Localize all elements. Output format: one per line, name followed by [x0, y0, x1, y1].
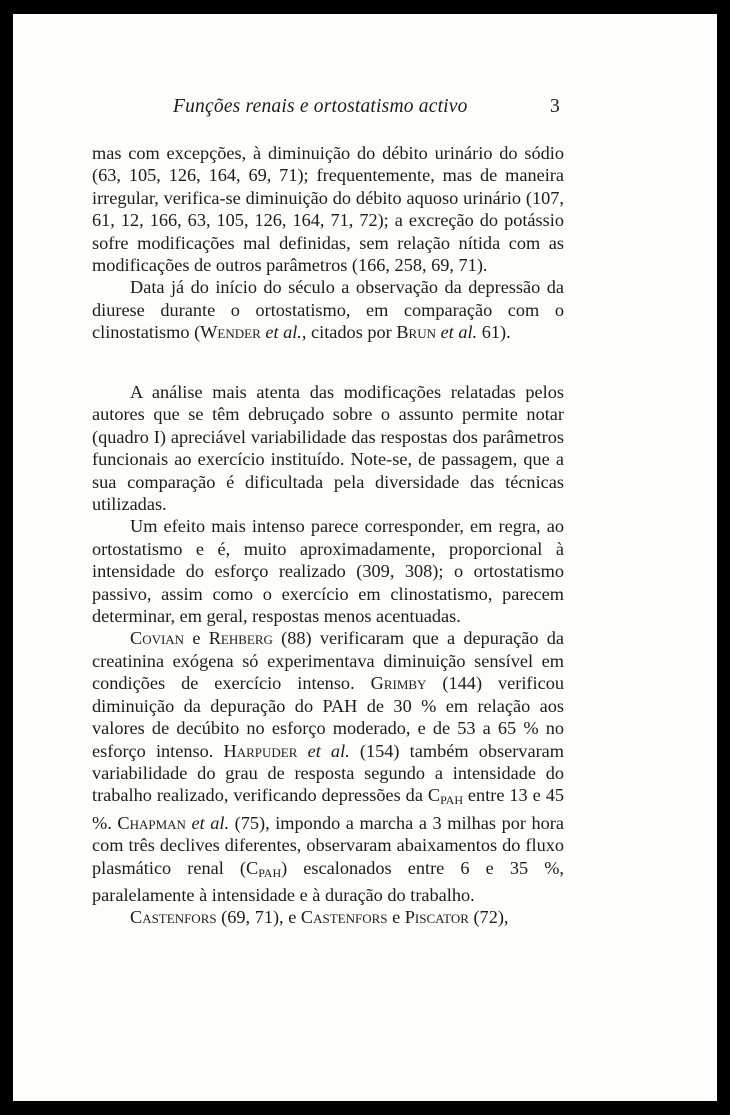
- running-title: Funções renais e ortostatismo activo: [173, 96, 468, 117]
- paragraph-4: Um efeito mais intenso parece corresponder, em regra, ao ortostatismo e é, muito aproximadamente, proporcional à intensidade do esforço realizado (309, 308); o ortostatismo passivo, assim como o exercício em clinostatismo, parecem determinar, em geral, respostas menos acentuadas.: [92, 516, 564, 627]
- paragraph-6: [92, 906, 564, 928]
- p5-text-6: (75), impondo a marcha a 3 milhas por hora com três declives diferentes, observaram abaixamentos do fluxo plasmático renal (C: [92, 812, 564, 878]
- author-grimby: Grimby: [370, 673, 427, 694]
- author-wender: Wender: [200, 322, 261, 343]
- p5-text-4: (154) também observaram variabilidade do grau de resposta segundo a intensidade do trabalho realizado, verificando depressões da C: [92, 740, 564, 806]
- author-harpuder: Harpuder: [223, 740, 298, 761]
- paragraph-5: [92, 627, 564, 906]
- p2-text-2: , citados por: [301, 322, 397, 343]
- paragraph-1: mas com excepções, à diminuição do débito urinário do sódio (63, 105, 126, 164, 69, 71); frequentemente, mas de maneira irregular, verifica-se diminuição do débito aquoso urinário (107, 61, 12, 166, 63, 105, 126, 164, 71, 72); a excreção do potássio sofre modificações mal definidas, sem relação nítida com as modificações de outros parâmetros (166, 258, 69, 71).: [92, 143, 564, 276]
- author-chapman: Chapman: [117, 812, 186, 833]
- paragraph-3: A análise mais atenta das modificações relatadas pelos autores que se têm debruçado sobre o assunto permite notar (quadro I) apreciável variabilidade das respostas dos parâmetros funcionais ao exercício instituído. Note-se, de passagem, que a sua comparação é dificultada pela diversidade das técnicas utilizadas.: [92, 382, 564, 515]
- book-page: [13, 14, 717, 1101]
- p5-text-5: entre 13 e 45 %.: [92, 785, 564, 833]
- p5-text-3: (144) verificou diminuição da depuração do PAH de 30 % em relação aos valores de decúbito no esforço moderado, e de 53 a 65 % no esforço intenso.: [92, 673, 564, 761]
- author-castenfors-2: Castenfors: [300, 907, 388, 928]
- paragraph-2: [92, 276, 564, 343]
- author-piscator: Piscator: [404, 907, 469, 928]
- text-block-main: [92, 381, 564, 929]
- subscript-pah-1: PAH: [440, 793, 463, 808]
- author-covian: Covian: [130, 628, 185, 649]
- author-castenfors-1: Castenfors: [130, 907, 217, 928]
- p6-text-2: e: [387, 907, 405, 928]
- p5-text-7: ) escalonados entre 6 e 35 %, paralelamente à intensidade e à duração do trabalho.: [92, 857, 564, 905]
- p2-text-3: 61).: [477, 322, 511, 343]
- page-number: 3: [550, 96, 560, 117]
- p6-text-1: (69, 71), e: [216, 907, 301, 928]
- p6-text-3: (72),: [468, 907, 509, 928]
- subscript-pah-2: PAH: [258, 865, 282, 880]
- et-al-2: et al.: [440, 322, 478, 343]
- p5-text-1: e: [184, 628, 209, 649]
- text-block-top: [92, 142, 564, 344]
- et-al-4: et al.: [191, 812, 230, 833]
- author-rehberg: Rehberg: [208, 628, 273, 649]
- p5-text-2: (88) verificaram que a depuração da creatinina exógena só experimentava diminuição sensível em condições de exercício intenso.: [92, 628, 564, 694]
- author-brun: Brun: [396, 322, 436, 343]
- et-al-3: et al.: [307, 740, 350, 761]
- p2-text-1: Data já do início do século a observação da depressão da diurese durante o ortostatismo, em comparação com o clinostatismo (: [92, 277, 564, 343]
- et-al-1: et al.: [265, 322, 302, 343]
